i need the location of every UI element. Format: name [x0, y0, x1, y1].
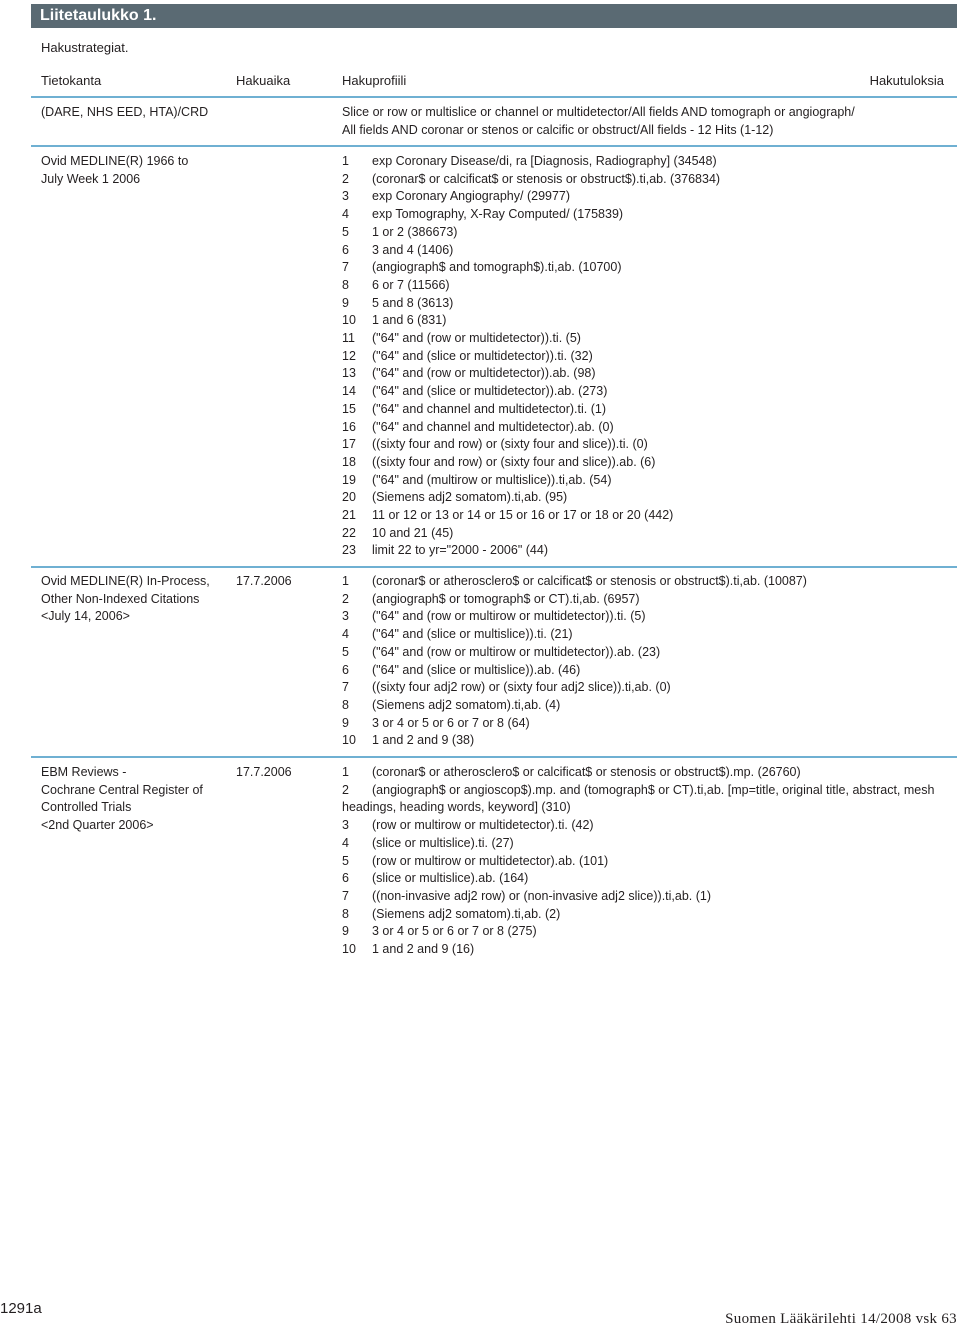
step-number: 8 [342, 277, 349, 292]
step-number: 8 [342, 906, 349, 921]
step-text: 11 or 12 or 13 or 14 or 15 or 16 or 17 or 18 or 20 (442) [372, 508, 674, 523]
step-number: 7 [342, 680, 349, 695]
step-text: (coronar$ or atherosclero$ or calcificat$ or stenosis or obstruct$).mp. (26760) [372, 765, 801, 779]
step-text: ("64" and (slice or multislice)).ti. (21) [372, 627, 573, 642]
search-step [342, 853, 942, 871]
journal-footer: Suomen Lääkärilehti 14/2008 vsk 63 [725, 1311, 957, 1327]
database-line: <2nd Quarter 2006> [41, 818, 154, 833]
row-divider [31, 566, 957, 568]
database-line: (DARE, NHS EED, HTA)/CRD [41, 105, 209, 119]
search-step [342, 941, 942, 959]
step-text: (Siemens adj2 somatom).ti,ab. (95) [372, 490, 568, 505]
step-number: 7 [342, 888, 349, 903]
search-step [342, 870, 942, 888]
step-number: 18 [342, 454, 356, 469]
database-line: <July 14, 2006> [41, 609, 130, 624]
search-step [342, 507, 942, 525]
page-number: 1291a [0, 1300, 42, 1317]
step-number: 23 [342, 543, 356, 558]
row-database [41, 153, 221, 188]
step-text: ((sixty four and row) or (sixty four and slice)).ti. (0) [372, 437, 648, 452]
search-step [342, 419, 942, 437]
search-step [342, 542, 942, 560]
step-number: 7 [342, 260, 349, 275]
database-line: Ovid MEDLINE(R) 1966 to [41, 154, 189, 168]
search-step [342, 662, 942, 680]
search-step [342, 906, 942, 924]
step-text: limit 22 to yr="2000 - 2006" (44) [372, 543, 548, 558]
row-profile [342, 153, 942, 560]
step-text: (Siemens adj2 somatom).ti,ab. (2) [372, 906, 561, 921]
step-text: ("64" and (multirow or multislice)).ti,ab. (54) [372, 472, 612, 487]
search-step [342, 383, 942, 401]
step-number: 3 [342, 609, 349, 624]
step-number: 3 [342, 189, 349, 204]
step-text: 6 or 7 (11566) [372, 277, 450, 292]
search-step [342, 626, 942, 644]
step-number: 9 [342, 924, 349, 939]
search-step [342, 277, 942, 295]
step-text: ("64" and (row or multirow or multidetector)).ab. (23) [372, 644, 661, 659]
search-step [342, 348, 942, 366]
search-step [342, 782, 942, 817]
row-database [41, 573, 221, 626]
step-number: 20 [342, 490, 356, 505]
search-step [342, 365, 942, 383]
search-step [342, 401, 942, 419]
step-number: 5 [342, 224, 349, 239]
step-number: 6 [342, 242, 349, 257]
search-step [342, 206, 942, 224]
search-step [342, 472, 942, 490]
row-profile [342, 573, 942, 750]
header-results: Hakutuloksia [869, 73, 944, 88]
step-number: 16 [342, 419, 356, 434]
step-text: exp Coronary Angiography/ (29977) [372, 189, 571, 204]
search-step [342, 188, 942, 206]
step-number: 14 [342, 384, 356, 399]
row-database [41, 104, 221, 122]
search-step [342, 171, 942, 189]
row-divider [31, 756, 957, 758]
step-text: ("64" and (slice or multislice)).ab. (46) [372, 662, 581, 677]
step-number: 12 [342, 348, 356, 363]
step-text: (angiograph$ or tomograph$ or CT).ti,ab. (6957) [372, 591, 640, 606]
step-number: 2 [342, 591, 349, 606]
step-number: 4 [342, 207, 349, 222]
step-text: ((non-invasive adj2 row) or (non-invasive adj2 slice)).ti,ab. (1) [372, 888, 712, 903]
database-line: EBM Reviews - [41, 765, 127, 779]
step-text: 5 and 8 (3613) [372, 295, 454, 310]
step-number: 17 [342, 437, 356, 452]
step-number: 1 [342, 154, 349, 168]
search-step [342, 923, 942, 941]
search-step [342, 489, 942, 507]
step-number: 10 [342, 942, 356, 957]
database-line: Cochrane Central Register of [41, 782, 203, 797]
search-step [342, 888, 942, 906]
search-step [342, 573, 942, 591]
row-profile [342, 764, 942, 959]
search-step [342, 835, 942, 853]
step-text: (Siemens adj2 somatom).ti,ab. (4) [372, 697, 561, 712]
search-step [342, 242, 942, 260]
step-text: 1 and 6 (831) [372, 313, 447, 328]
search-step [342, 436, 942, 454]
table-subtitle: Hakustrategiat. [41, 40, 129, 55]
step-number: 13 [342, 366, 356, 381]
search-step [342, 732, 942, 750]
step-number: 11 [342, 331, 355, 346]
search-step [342, 715, 942, 733]
step-text: exp Coronary Disease/di, ra [Diagnosis, Radiography] (34548) [372, 154, 717, 168]
header-rule [31, 96, 957, 98]
step-number: 3 [342, 818, 349, 833]
search-step [342, 697, 942, 715]
row-database [41, 764, 221, 835]
search-step [342, 259, 942, 277]
step-number: 19 [342, 472, 356, 487]
step-text: (angiograph$ or angioscop$).mp. and (tomograph$ or CT).ti,ab. [mp=title, original title, abstract, mesh headings, heading words, keyword] (310) [342, 782, 935, 815]
profile-line: Slice or row or multislice or channel or multidetector/All fields AND tomograph or angiograph/ [342, 105, 855, 119]
step-text: (slice or multislice).ti. (27) [372, 835, 514, 850]
step-text: (coronar$ or atherosclero$ or calcificat$ or stenosis or obstruct$).ti,ab. (10087) [372, 574, 807, 588]
database-line: July Week 1 2006 [41, 171, 141, 186]
header-profile: Hakuprofiili [342, 73, 407, 88]
step-number: 5 [342, 644, 349, 659]
step-number: 10 [342, 733, 356, 748]
header-database: Tietokanta [41, 73, 102, 88]
search-step [342, 644, 942, 662]
search-step [342, 295, 942, 313]
row-divider [31, 145, 957, 147]
step-text: 3 or 4 or 5 or 6 or 7 or 8 (275) [372, 924, 537, 939]
step-text: ("64" and (row or multidetector)).ti. (5) [372, 331, 581, 346]
search-step [342, 764, 942, 782]
step-text: ("64" and (slice or multidetector)).ti. (32) [372, 348, 593, 363]
step-text: 1 and 2 and 9 (38) [372, 733, 475, 748]
search-step [342, 153, 942, 171]
step-text: 3 and 4 (1406) [372, 242, 454, 257]
step-number: 1 [342, 765, 349, 779]
step-number: 8 [342, 697, 349, 712]
row-date: 17.7.2006 [236, 765, 292, 779]
step-text: ("64" and channel and multidetector).ab. (0) [372, 419, 614, 434]
step-text: 1 or 2 (386673) [372, 224, 458, 239]
step-text: (row or multirow or multidetector).ti. (42) [372, 818, 594, 833]
step-number: 2 [342, 782, 349, 797]
search-step [342, 330, 942, 348]
step-text: ((sixty four adj2 row) or (sixty four adj2 slice)).ti,ab. (0) [372, 680, 671, 695]
search-step [342, 591, 942, 609]
step-text: ("64" and (row or multirow or multidetector)).ti. (5) [372, 609, 646, 624]
step-number: 9 [342, 715, 349, 730]
database-line: Other Non-Indexed Citations [41, 591, 200, 606]
step-number: 1 [342, 574, 349, 588]
step-number: 6 [342, 662, 349, 677]
step-number: 9 [342, 295, 349, 310]
profile-line: All fields AND coronar or stenos or calcific or obstruct/All fields - 12 Hits (1-12) [342, 122, 774, 137]
step-text: exp Tomography, X-Ray Computed/ (175839) [372, 207, 624, 222]
search-step [342, 224, 942, 242]
step-number: 4 [342, 835, 349, 850]
step-number: 2 [342, 171, 349, 186]
header-date: Hakuaika [236, 73, 291, 88]
row-profile [342, 104, 942, 139]
search-step [342, 817, 942, 835]
search-step [342, 454, 942, 472]
step-text: 10 and 21 (45) [372, 525, 454, 540]
search-step [342, 679, 942, 697]
step-text: (angiograph$ and tomograph$).ti,ab. (10700) [372, 260, 622, 275]
search-step [342, 525, 942, 543]
step-number: 4 [342, 627, 349, 642]
step-text: ("64" and channel and multidetector).ti. (1) [372, 401, 606, 416]
step-text: (slice or multislice).ab. (164) [372, 871, 529, 886]
database-line: Controlled Trials [41, 800, 132, 815]
step-number: 10 [342, 313, 356, 328]
step-text: ((sixty four and row) or (sixty four and slice)).ab. (6) [372, 454, 656, 469]
step-text: ("64" and (slice or multidetector)).ab. (273) [372, 384, 608, 399]
step-number: 21 [342, 508, 356, 523]
step-number: 6 [342, 871, 349, 886]
search-step [342, 312, 942, 330]
step-text: ("64" and (row or multidetector)).ab. (98) [372, 366, 596, 381]
step-text: (row or multirow or multidetector).ab. (101) [372, 853, 609, 868]
step-number: 15 [342, 401, 356, 416]
step-text: 1 and 2 and 9 (16) [372, 942, 475, 957]
step-number: 22 [342, 525, 356, 540]
search-step [342, 608, 942, 626]
step-number: 5 [342, 853, 349, 868]
step-text: 3 or 4 or 5 or 6 or 7 or 8 (64) [372, 715, 530, 730]
database-line: Ovid MEDLINE(R) In-Process, [41, 574, 210, 588]
table-title: Liitetaulukko 1. [31, 4, 957, 28]
step-text: (coronar$ or calcificat$ or stenosis or obstruct$).ti,ab. (376834) [372, 171, 721, 186]
row-date: 17.7.2006 [236, 574, 292, 588]
